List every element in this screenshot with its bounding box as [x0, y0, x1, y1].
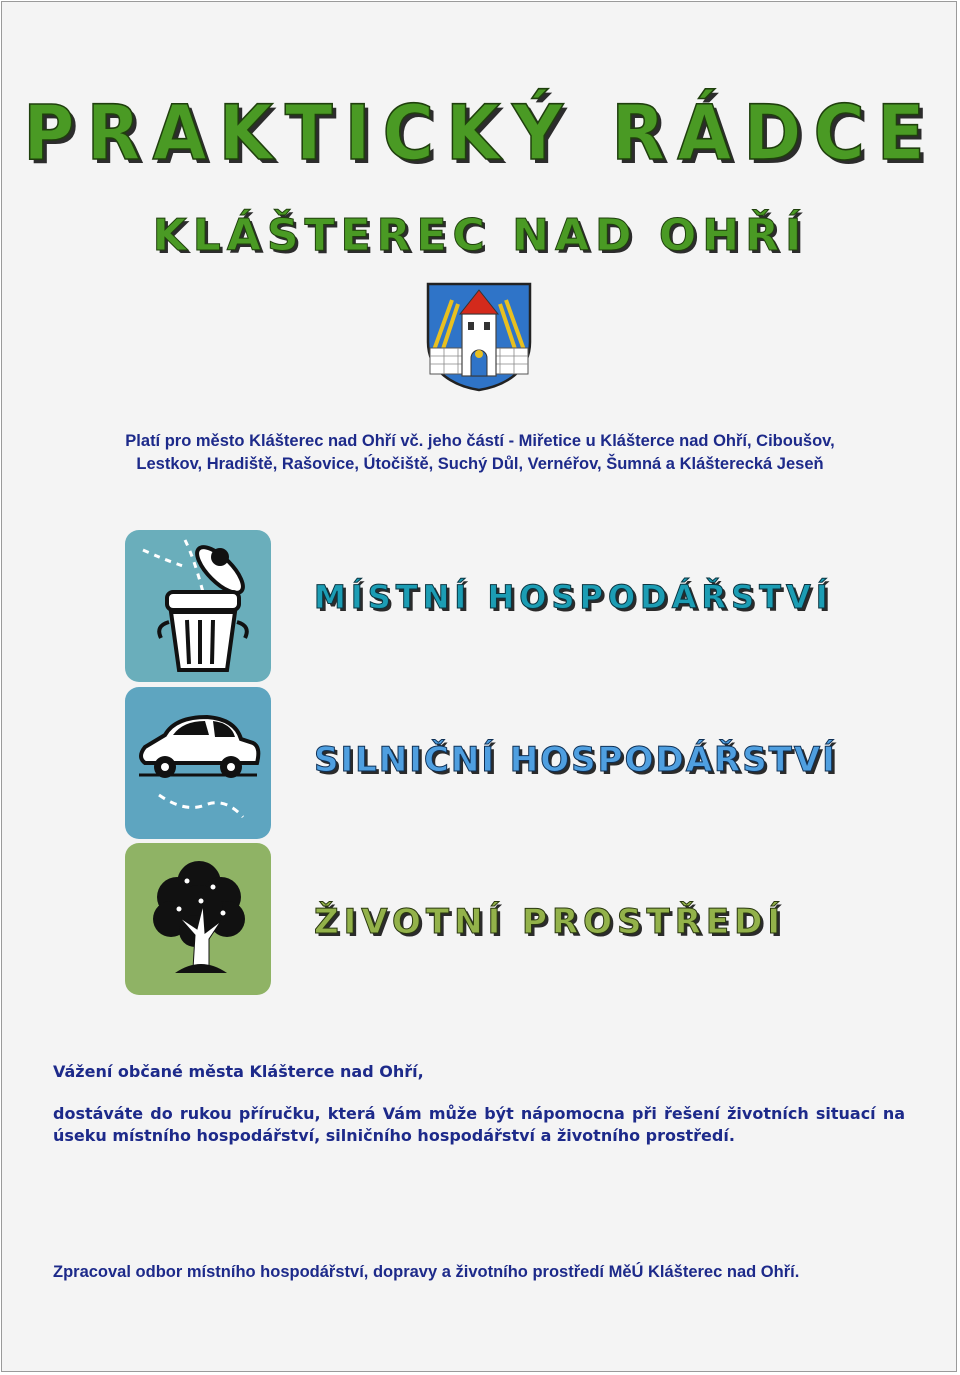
greeting: Vážení občané města Klášterce nad Ohří,: [53, 1062, 424, 1081]
section-heading-local-services: MÍSTNÍ HOSPODÁŘSTVÍ: [314, 578, 833, 616]
town-title: KLÁŠTEREC NAD OHŘÍ: [152, 210, 808, 261]
main-title: PRAKTICKÝ RÁDCE: [23, 88, 937, 178]
trash-can-icon: [125, 530, 271, 682]
footer-credit: Zpracoval odbor místního hospodářství, dopravy a životního prostředí MěÚ Klášterec nad Ohří.: [53, 1263, 800, 1281]
section-heading-environment: ŽIVOTNÍ PROSTŘEDÍ: [314, 902, 786, 942]
car-icon: [125, 687, 271, 839]
validity-line-2: Lestkov, Hradiště, Rašovice, Útočiště, Suchý Důl, Vernéřov, Šumná a Klášterecká Jeseň: [136, 455, 824, 473]
intro-paragraph: dostáváte do rukou příručku, která Vám může být nápomocna při řešení životních situací na úseku místního hospodářství, silničního hospodářství a životního prostředí.: [53, 1104, 905, 1145]
tree-icon: [125, 843, 271, 995]
validity-note: [40, 430, 920, 476]
section-heading-roads: SILNIČNÍ HOSPODÁŘSTVÍ: [314, 740, 837, 780]
validity-line-1: Platí pro město Klášterec nad Ohří vč. jeho částí - Miřetice u Klášterce nad Ohří, Ciboušov,: [125, 432, 835, 450]
coat-of-arms-icon: [424, 280, 534, 392]
